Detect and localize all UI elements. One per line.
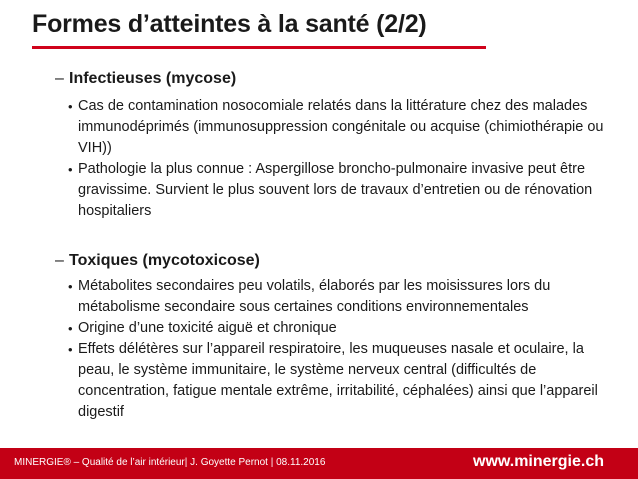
footer-bar bbox=[0, 448, 638, 479]
list-item bbox=[68, 276, 616, 318]
list-item bbox=[68, 159, 616, 222]
slide-title: Formes d’atteintes à la santé (2/2) bbox=[32, 10, 427, 38]
bullet-list-infectieuses bbox=[68, 96, 616, 222]
bullet-text: Cas de contamination nosocomiale relatés dans la littérature chez des malades immunodéprimés (immunosuppression congénitale ou acquise (chimiothérapie ou VIH)) bbox=[78, 98, 604, 156]
dash-marker: – bbox=[55, 70, 64, 87]
bullet-list-toxiques bbox=[68, 276, 616, 423]
bullet-dot-icon: • bbox=[68, 99, 73, 114]
list-item bbox=[68, 318, 616, 339]
title-underline bbox=[32, 46, 486, 49]
list-item bbox=[68, 339, 616, 423]
bullet-dot-icon: • bbox=[68, 342, 73, 357]
section-heading-label: Toxiques (mycotoxicose) bbox=[69, 252, 260, 269]
bullet-dot-icon: • bbox=[68, 321, 73, 336]
bullet-text: Métabolites secondaires peu volatils, élaborés par les moisissures lors du métabolisme secondaire sous certaines conditions environnementales bbox=[78, 278, 551, 315]
footer-website-link[interactable]: www.minergie.ch bbox=[473, 453, 604, 470]
section-heading-label: Infectieuses (mycose) bbox=[69, 70, 237, 87]
dash-marker: – bbox=[55, 252, 64, 269]
bullet-text: Origine d’une toxicité aiguë et chronique bbox=[78, 320, 337, 336]
bullet-dot-icon: • bbox=[68, 279, 73, 294]
list-item bbox=[68, 96, 616, 159]
section-heading-toxiques bbox=[55, 252, 260, 270]
bullet-text: Pathologie la plus connue : Aspergillose broncho-pulmonaire invasive peut être gravissime. Survient le plus souvent lors de travaux d’entretien ou de rénovation hospitaliers bbox=[78, 161, 593, 219]
bullet-dot-icon: • bbox=[68, 162, 73, 177]
bullet-text: Effets délétères sur l’appareil respiratoire, les muqueuses nasale et oculaire, la peau, le système immunitaire, le système nerveux central (difficultés de concentration, fatigue mentale extrême, irritabilité, céphalées) ainsi que l’appareil digestif bbox=[78, 341, 598, 420]
section-heading-infectieuses bbox=[55, 70, 236, 88]
footer-credit: MINERGIE® – Qualité de l’air intérieur| J. Goyette Pernot | 08.11.2016 bbox=[14, 457, 326, 468]
